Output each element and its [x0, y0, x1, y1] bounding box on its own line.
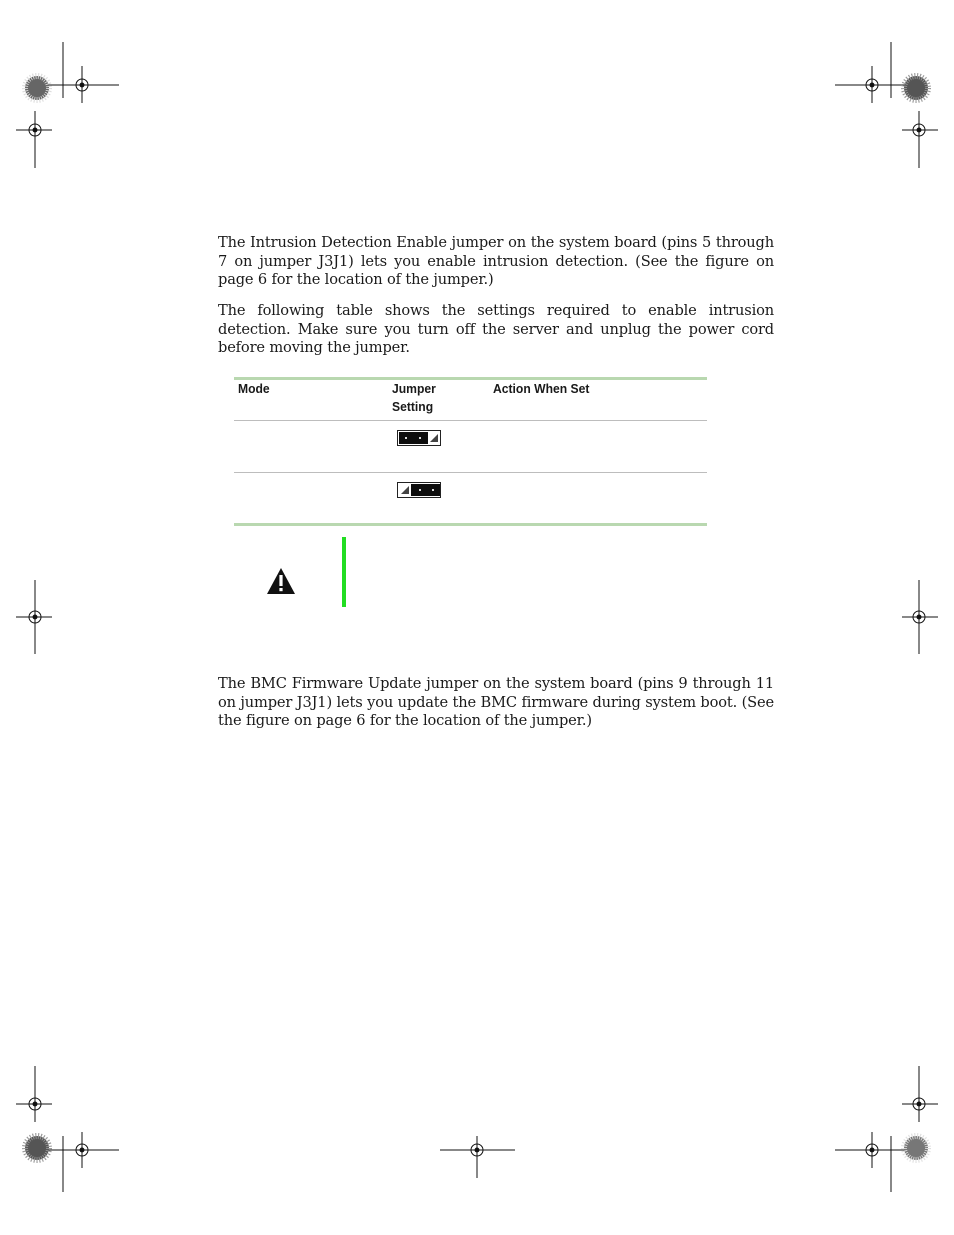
bmc-firmware-paragraph: The BMC Firmware Update jumper on the system board (pins 9 through 11 on jumper J3J1) lets you update the BMC firmware during system boot. (See the figure on page 6 for the location of the jumper.) — [218, 675, 774, 730]
table-header-jumper-setting — [392, 380, 436, 415]
table-row-rule — [234, 472, 707, 473]
jumper-pins-1-2-closed-icon — [397, 430, 441, 446]
table-bottom-rule — [234, 523, 707, 526]
table-header-rule — [234, 420, 707, 421]
table-header-action: Action When Set — [493, 381, 590, 396]
jumper-table-intro-paragraph: The following table shows the settings required to enable intrusion detection. Make sure you turn off the server and unplug the power cord before moving the jumper. — [218, 302, 774, 357]
header-jumper-line: Jumper — [392, 381, 436, 396]
table-top-rule — [234, 377, 707, 380]
jumper-pins-2-3-closed-icon — [397, 482, 441, 498]
intrusion-detection-paragraph: The Intrusion Detection Enable jumper on the system board (pins 5 through 7 on jumper J3J1) lets you enable intrusion detection. (See the figure on page 6 for the location of the jumper.) — [218, 234, 774, 289]
warning-triangle-icon — [266, 567, 296, 595]
header-setting-line: Setting — [392, 398, 434, 414]
warning-callout-bar — [342, 537, 346, 607]
jumper-settings-table — [234, 377, 707, 526]
table-header-mode: Mode — [238, 381, 270, 396]
